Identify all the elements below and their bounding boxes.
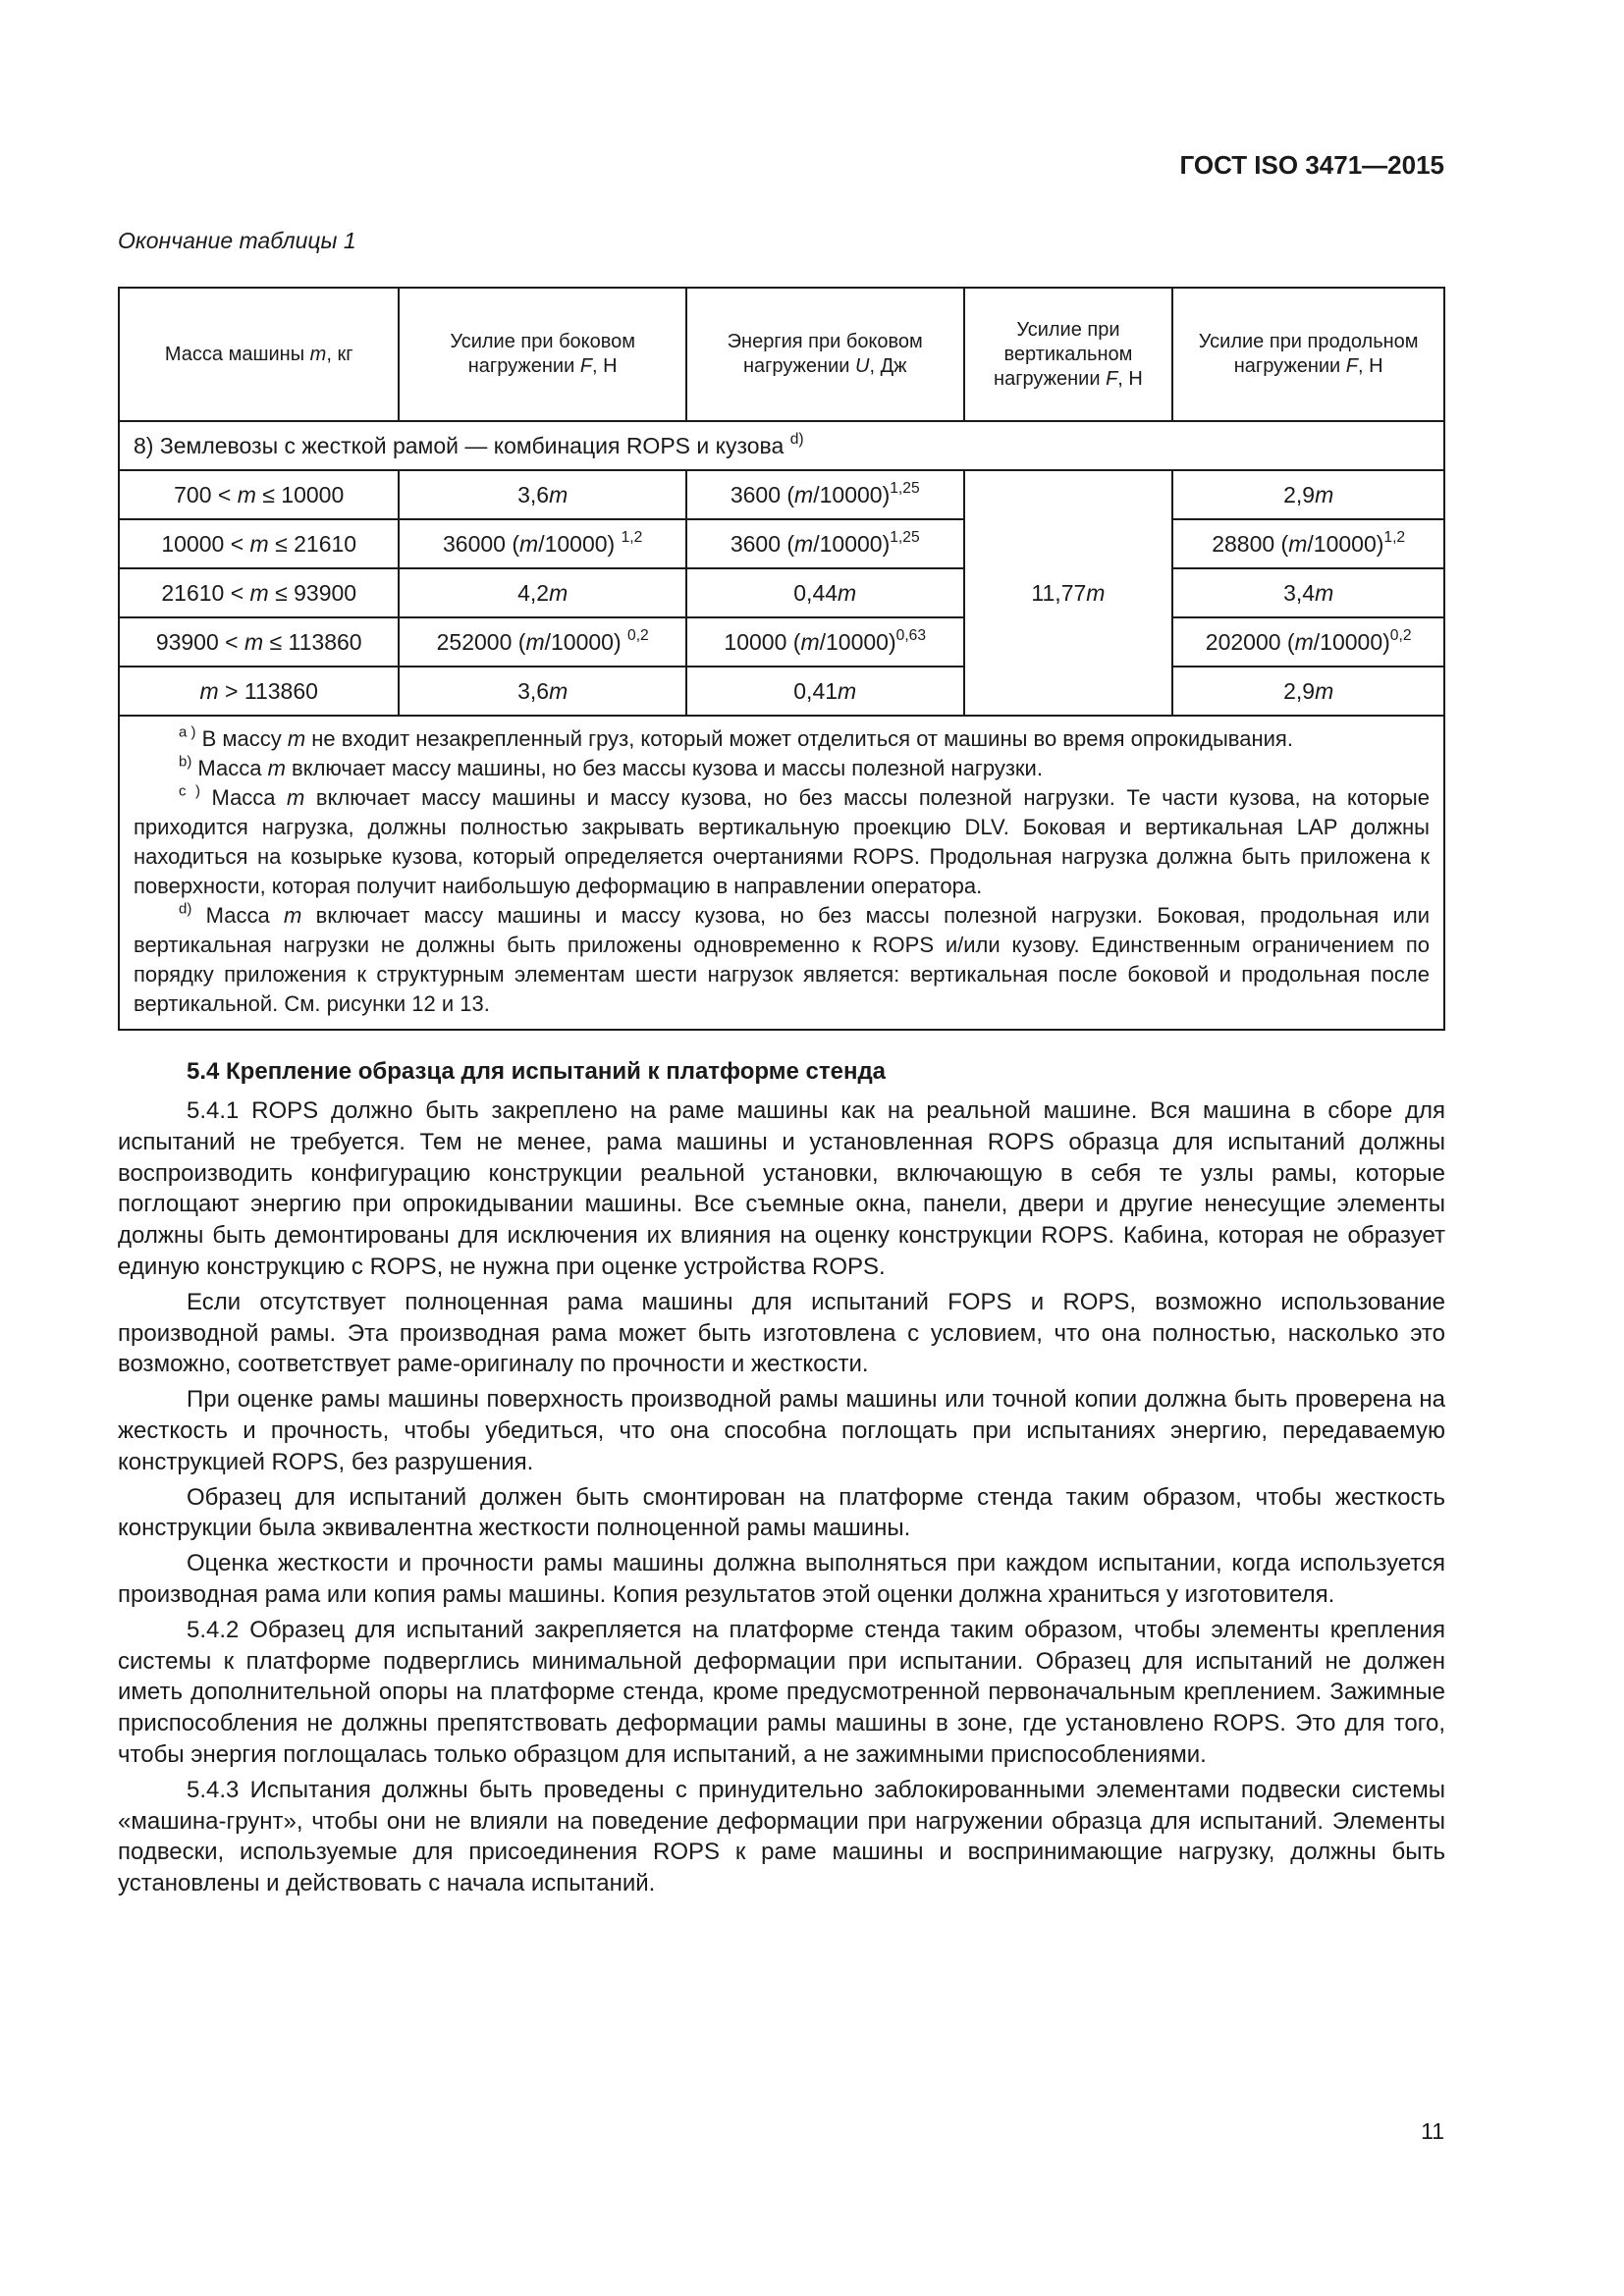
paragraph: 5.4.1 ROPS должно быть закреплено на раме машины как на реальной машине. Вся машина в сборе для испытаний не требуется. Тем не менее, рама машины и установленная ROPS образца для испытаний должны воспроизводить конфигурацию конструкции реальной установки, включающую в себя те узлы рамы, которые поглощают энергию при опрокидывании машины. Все съемные окна, панели, двери и другие ненесущие элементы должны быть демонтированы для исключения их влияния на оценку конструкции ROPS. Кабина, которая не образует единую конструкцию с ROPS, не нужна при оценке устройства ROPS. bbox=[118, 1097, 1445, 1280]
footnote-b: $^{b)}$ Масса m включает массу машины, но без массы кузова и массы полезной нагрузки. bbox=[179, 753, 1043, 780]
table-notes-row bbox=[119, 716, 1444, 1030]
footnote-c: $^{с )}$ Масса m включает массу машины и массу кузова, но без массы полезной нагрузки. Те части кузова, на которые приходится нагрузка, должны полностью закрывать вертикальную проекцию DLV. Боковая и вертикальная LAP должны находиться на козырьке кузова, который определяется очертаниями ROPS. Продольная нагрузка должна быть приложена к поверхности, которая получит наибольшую деформацию в направлении оператора. bbox=[134, 782, 1430, 898]
table-header-row bbox=[119, 288, 1444, 421]
cell-side-energy: 0,41m bbox=[686, 667, 964, 716]
paragraph: Образец для испытаний должен быть смонтирован на платформе стенда таким образом, чтобы жесткость конструкции была эквивалентна жесткости полноценной рамы машины. bbox=[118, 1483, 1445, 1542]
paragraph: При оценке рамы машины поверхность производной рамы машины или точной копии должна быть проверена на жесткость и прочность, чтобы убедиться, что она способна поглощать при испытаниях энергию, передаваемую конструкцией ROPS, без разрушения. bbox=[118, 1386, 1445, 1475]
table-row bbox=[119, 568, 1444, 617]
paragraph: Если отсутствует полноценная рама машины для испытаний FOPS и ROPS, возможно использование производной рамы. Эта производная рама может быть изготовлена с условием, что она полностью, насколько это возможно, соответствует раме-оригиналу по прочности и жесткости. bbox=[118, 1288, 1445, 1378]
header-side-force: Усилие при боковом нагружении F, Н bbox=[399, 288, 686, 421]
cell-side-energy: 3600 $(m/10000)^{1,25}$ bbox=[686, 519, 964, 568]
header-side-energy: Энергия при боковом нагружении U, Дж bbox=[686, 288, 964, 421]
cell-mass: 93900 < m ≤ 113860 bbox=[119, 617, 399, 667]
paragraph: 5.4.2 Образец для испытаний закрепляется на платформе стенда таким образом, чтобы элементы крепления системы к платформе подверглись минимальной деформации при испытании. Образец для испытаний не должен иметь дополнительной опоры на платформе стенда, кроме предусмотренной первоначальным креплением. Зажимные приспособления не должны препятствовать деформации рамы машины в зоне, где установлено ROPS. Это для того, чтобы энергия поглощалась только образцом для испытаний, а не зажимными приспособлениями. bbox=[118, 1616, 1445, 1768]
cell-longitudinal-force: 3,4m bbox=[1172, 568, 1444, 617]
table-row bbox=[119, 667, 1444, 716]
header-vertical-force: Усилие при вертикальном нагружении F, Н bbox=[964, 288, 1173, 421]
cell-side-energy: 10000 $(m/10000)^{0,63}$ bbox=[686, 617, 964, 667]
paragraph: Оценка жесткости и прочности рамы машины должна выполняться при каждом испытании, когда используется производная рама или копия рамы машины. Копия результатов этой оценки должна храниться у изготовителя. bbox=[118, 1550, 1445, 1608]
body-text bbox=[118, 1056, 1445, 1903]
table-caption: Окончание таблицы 1 bbox=[118, 228, 356, 253]
cell-mass: 10000 < m ≤ 21610 bbox=[119, 519, 399, 568]
cell-longitudinal-force: 2,9m bbox=[1172, 470, 1444, 519]
cell-side-force: 3,6m bbox=[399, 667, 686, 716]
cell-side-force: 36000 (m/10000) $^{1,2}$ bbox=[399, 519, 686, 568]
cell-side-force: 252000 (m/10000) $^{0,2}$ bbox=[399, 617, 686, 667]
footnote-a: $^{а )}$ В массу m не входит незакрепленный груз, который может отделиться от машины во время опрокидывания. bbox=[179, 723, 1293, 751]
table-row bbox=[119, 519, 1444, 568]
table-row bbox=[119, 470, 1444, 519]
table-notes bbox=[119, 716, 1444, 1030]
cell-longitudinal-force: 202000 $(m/10000)^{0,2}$ bbox=[1172, 617, 1444, 667]
page-number: 11 bbox=[1421, 2118, 1444, 2144]
header-longitudinal-force: Усилие при продольном нагружении F, Н bbox=[1172, 288, 1444, 421]
header-mass: Масса машины m, кг bbox=[119, 288, 399, 421]
footnote-d: $^{d)}$ Масса m включает массу машины и массу кузова, но без массы полезной нагрузки. Боковая, продольная или вертикальная нагрузки не должны быть приложены одновременно к ROPS и/или кузову. Единственным ограничением по порядку приложения к структурным элементам шести нагрузок является: вертикальная после боковой и продольная после вертикальной. См. рисунки 12 и 13. bbox=[134, 900, 1430, 1016]
cell-mass: 21610 < m ≤ 93900 bbox=[119, 568, 399, 617]
cell-longitudinal-force: 2,9m bbox=[1172, 667, 1444, 716]
table-row bbox=[119, 617, 1444, 667]
cell-side-force: 3,6m bbox=[399, 470, 686, 519]
cell-vertical-force-merged: 11,77m bbox=[964, 470, 1173, 716]
cell-side-force: 4,2m bbox=[399, 568, 686, 617]
cell-mass: 700 < m ≤ 10000 bbox=[119, 470, 399, 519]
table-section-row bbox=[119, 421, 1444, 470]
data-table bbox=[118, 287, 1445, 1031]
section-heading: 5.4 Крепление образца для испытаний к платформе стенда bbox=[187, 1058, 887, 1085]
section-title: 8) Землевозы с жесткой рамой — комбинация ROPS и кузова $^{d)}$ bbox=[119, 421, 1444, 470]
paragraph: 5.4.3 Испытания должны быть проведены с принудительно заблокированными элементами подвески системы «машина-грунт», чтобы они не влияли на поведение деформации при нагружении образца для испытаний. Элементы подвески, используемые для присоединения ROPS к раме машины и воспринимающие нагрузку, должны быть установлены и действовать с начала испытаний. bbox=[118, 1776, 1445, 1897]
standard-code: ГОСТ ISO 3471—2015 bbox=[1179, 150, 1444, 180]
cell-side-energy: 0,44m bbox=[686, 568, 964, 617]
cell-longitudinal-force: 28800 $(m/10000)^{1,2}$ bbox=[1172, 519, 1444, 568]
cell-mass: m > 113860 bbox=[119, 667, 399, 716]
cell-side-energy: 3600 $(m/10000)^{1,25}$ bbox=[686, 470, 964, 519]
